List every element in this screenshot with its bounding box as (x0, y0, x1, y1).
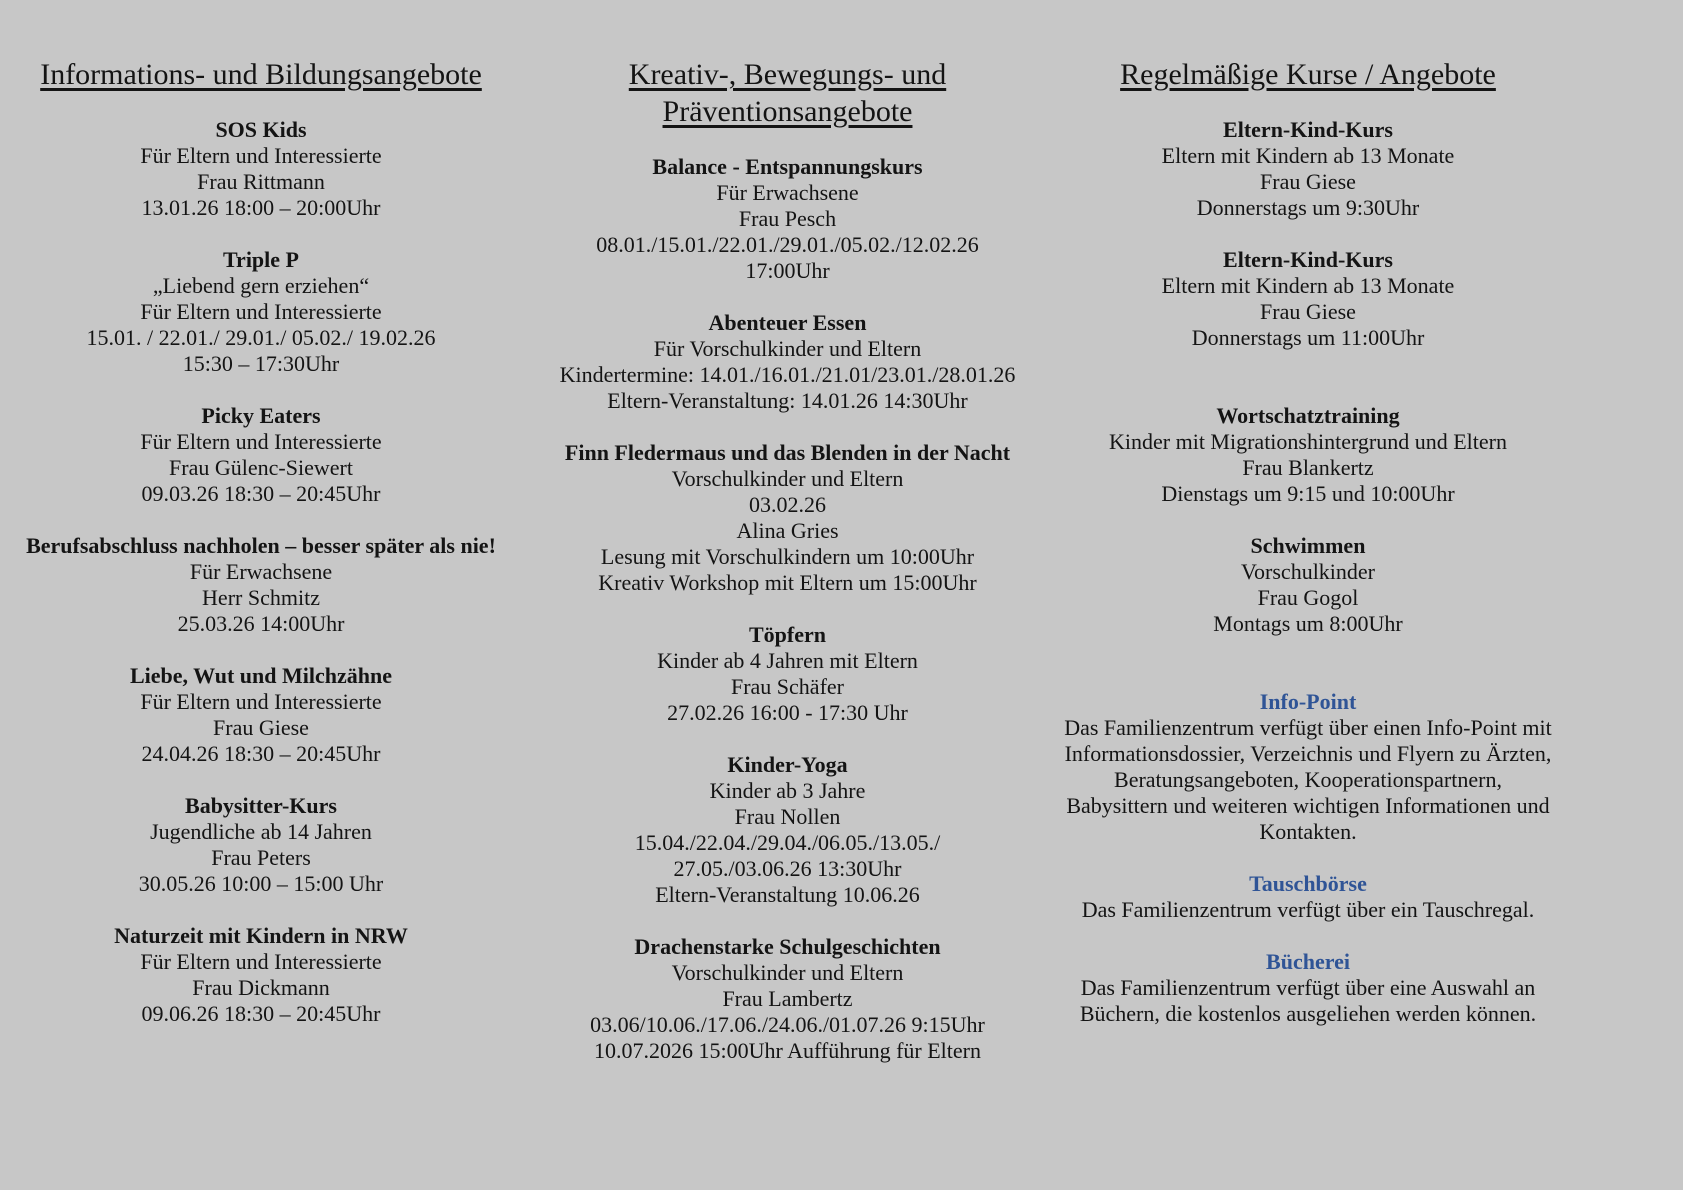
course-detail-line: 15:30 – 17:30Uhr (182, 351, 340, 376)
course-detail-line: Kinder ab 3 Jahre (709, 778, 866, 803)
course-detail-line: Montags um 8:00Uhr (1213, 611, 1403, 636)
course-detail-line: 27.02.26 16:00 - 17:30 Uhr (667, 700, 908, 725)
course-detail-line: Frau Pesch (738, 206, 837, 231)
course-detail-line: Frau Nollen (734, 804, 841, 829)
course-detail-line: 03.06/10.06./17.06./24.06./01.07.26 9:15Uhr (590, 1012, 985, 1037)
course-detail-line: Eltern-Veranstaltung 10.06.26 (655, 882, 920, 907)
course-heading: Wortschatztraining (1216, 403, 1400, 428)
course-detail-line: Kindertermine: 14.01./16.01./21.01/23.01./28.01.26 (559, 362, 1016, 387)
course-detail-line: Vorschulkinder und Eltern (671, 466, 904, 491)
course-detail-line: Kinder mit Migrationshintergrund und Eltern (1109, 429, 1507, 454)
course-detail-line: 30.05.26 10:00 – 15:00 Uhr (138, 871, 384, 896)
course-detail-line: Das Familienzentrum verfügt über ein Tauschregal. (1081, 897, 1535, 922)
column-sections (1062, 117, 1554, 1027)
course-section (1062, 949, 1554, 1027)
course-section (8, 117, 514, 221)
course-detail-line: Vorschulkinder (1240, 559, 1376, 584)
column-title: Informations- und Bildungsangebote (40, 58, 482, 91)
course-heading: Kinder-Yoga (727, 752, 848, 777)
course-section (544, 622, 1031, 726)
course-detail-line: „Liebend gern erziehen“ (152, 273, 370, 298)
course-detail-line: 10.07.2026 15:00Uhr Aufführung für Eltern (594, 1038, 981, 1063)
course-detail-line: Dienstags um 9:15 und 10:00Uhr (1161, 481, 1455, 506)
course-detail-line: Frau Giese (213, 715, 309, 740)
course-section (544, 310, 1031, 414)
course-heading: Babysitter-Kurs (185, 793, 337, 818)
course-detail-line: 15.01. / 22.01./ 29.01./ 05.02./ 19.02.26 (86, 325, 436, 350)
column-title: Regelmäßige Kurse / Angebote (1120, 58, 1496, 91)
course-detail-line: Für Erwachsene (716, 180, 859, 205)
course-detail-line: Kreativ Workshop mit Eltern um 15:00Uhr (598, 570, 977, 595)
course-detail-line: Frau Gülenc-Siewert (169, 455, 353, 480)
course-detail-line: Donnerstags um 9:30Uhr (1196, 195, 1420, 220)
course-detail-line: 09.06.26 18:30 – 20:45Uhr (141, 1001, 381, 1026)
course-section (8, 247, 514, 377)
column-informations-und-bildungsangebote (8, 56, 514, 1053)
course-heading: Liebe, Wut und Milchzähne (129, 663, 392, 688)
course-detail-line: Für Eltern und Interessierte (140, 143, 382, 168)
course-detail-line: Für Erwachsene (189, 559, 333, 584)
course-heading: Drachenstarke Schulgeschichten (634, 934, 941, 959)
column-title: Kreativ-, Bewegungs- und Präventionsangebote (628, 58, 947, 128)
column-sections (544, 154, 1031, 1064)
course-section (544, 440, 1031, 596)
course-detail-line: Frau Giese (1260, 169, 1356, 194)
course-detail-line: Für Eltern und Interessierte (140, 949, 382, 974)
course-detail-line: Für Vorschulkinder und Eltern (653, 336, 922, 361)
column-kreativ-bewegungs-praeventionsangebote (544, 56, 1031, 1090)
course-heading: Finn Fledermaus und das Blenden in der Nacht (564, 440, 1011, 465)
course-detail-line: Frau Giese (1260, 299, 1356, 324)
course-detail-line: Eltern mit Kindern ab 13 Monate (1161, 143, 1455, 168)
course-heading: Bücherei (1266, 949, 1350, 974)
course-detail-line: Frau Lambertz (722, 986, 853, 1011)
course-detail-line: 15.04./22.04./29.04./06.05./13.05./ (634, 830, 941, 855)
course-heading: Info-Point (1259, 689, 1357, 714)
course-detail-line: Eltern mit Kindern ab 13 Monate (1161, 273, 1455, 298)
course-detail-line: Frau Gogol (1257, 585, 1359, 610)
course-detail-line: Frau Schäfer (730, 674, 844, 699)
course-section (8, 533, 514, 637)
course-detail-line: Lesung mit Vorschulkindern um 10:00Uhr (600, 544, 975, 569)
course-detail-line: Eltern-Veranstaltung: 14.01.26 14:30Uhr (607, 388, 968, 413)
course-detail-line: 27.05./03.06.26 13:30Uhr (673, 856, 902, 881)
column-regelmaessige-kurse-angebote (1062, 56, 1554, 1053)
course-detail-line: Kinder ab 4 Jahren mit Eltern (657, 648, 918, 673)
course-heading: Schwimmen (1250, 533, 1366, 558)
course-heading: Balance - Entspannungskurs (652, 154, 923, 179)
course-detail-line: 09.03.26 18:30 – 20:45Uhr (141, 481, 381, 506)
course-heading: Abenteuer Essen (708, 310, 867, 335)
course-detail-line: Alina Gries (736, 518, 839, 543)
course-section (1062, 871, 1554, 923)
course-detail-line: Das Familienzentrum verfügt über einen Info-Point mit Informationsdossier, Verzeichnis und Flyern zu Ärzten, Beratungsangeboten, Kooperationspartnern, Babysittern und weiteren wichtigen Informationen und Kontakten. (1064, 715, 1552, 844)
course-detail-line: 13.01.26 18:00 – 20:00Uhr (141, 195, 381, 220)
course-detail-line: Herr Schmitz (202, 585, 320, 610)
course-section (8, 663, 514, 767)
course-heading: Naturzeit mit Kindern in NRW (114, 923, 408, 948)
course-detail-line: Für Eltern und Interessierte (140, 689, 382, 714)
course-detail-line: 25.03.26 14:00Uhr (177, 611, 345, 636)
course-detail-line: Vorschulkinder und Eltern (671, 960, 904, 985)
course-heading: SOS Kids (215, 117, 307, 142)
course-detail-line: 03.02.26 (749, 492, 826, 517)
course-section (544, 934, 1031, 1064)
course-heading: Töpfern (749, 622, 826, 647)
course-detail-line: Frau Rittmann (197, 169, 325, 194)
course-detail-line: 24.04.26 18:30 – 20:45Uhr (141, 741, 381, 766)
course-section (8, 923, 514, 1027)
course-heading: Eltern-Kind-Kurs (1223, 247, 1393, 272)
course-detail-line: 08.01./15.01./22.01./29.01./05.02./12.02.26 (596, 232, 979, 257)
course-heading: Triple P (223, 247, 299, 272)
column-sections (8, 117, 514, 1027)
course-detail-line: Donnerstags um 11:00Uhr (1191, 325, 1425, 350)
course-detail-line: Frau Dickmann (192, 975, 330, 1000)
course-section (1062, 117, 1554, 221)
course-detail-line: Für Eltern und Interessierte (140, 429, 382, 454)
course-detail-line: Frau Peters (211, 845, 311, 870)
course-heading: Berufsabschluss nachholen – besser später als nie! (26, 533, 496, 558)
course-heading: Eltern-Kind-Kurs (1223, 117, 1393, 142)
course-section (1062, 533, 1554, 637)
course-detail-line: Für Eltern und Interessierte (140, 299, 382, 324)
course-detail-line: Jugendliche ab 14 Jahren (150, 819, 372, 844)
course-heading: Tauschbörse (1249, 871, 1367, 896)
course-detail-line: Frau Blankertz (1242, 455, 1374, 480)
course-section (544, 154, 1031, 284)
course-section (8, 403, 514, 507)
course-section (1062, 247, 1554, 351)
course-heading: Picky Eaters (201, 403, 321, 428)
course-section (544, 752, 1031, 908)
course-section (1062, 403, 1554, 507)
course-section (8, 793, 514, 897)
course-section (1062, 689, 1554, 845)
course-detail-line: 17:00Uhr (745, 258, 830, 283)
course-detail-line: Das Familienzentrum verfügt über eine Auswahl an Büchern, die kostenlos ausgeliehen werden können. (1079, 975, 1537, 1026)
